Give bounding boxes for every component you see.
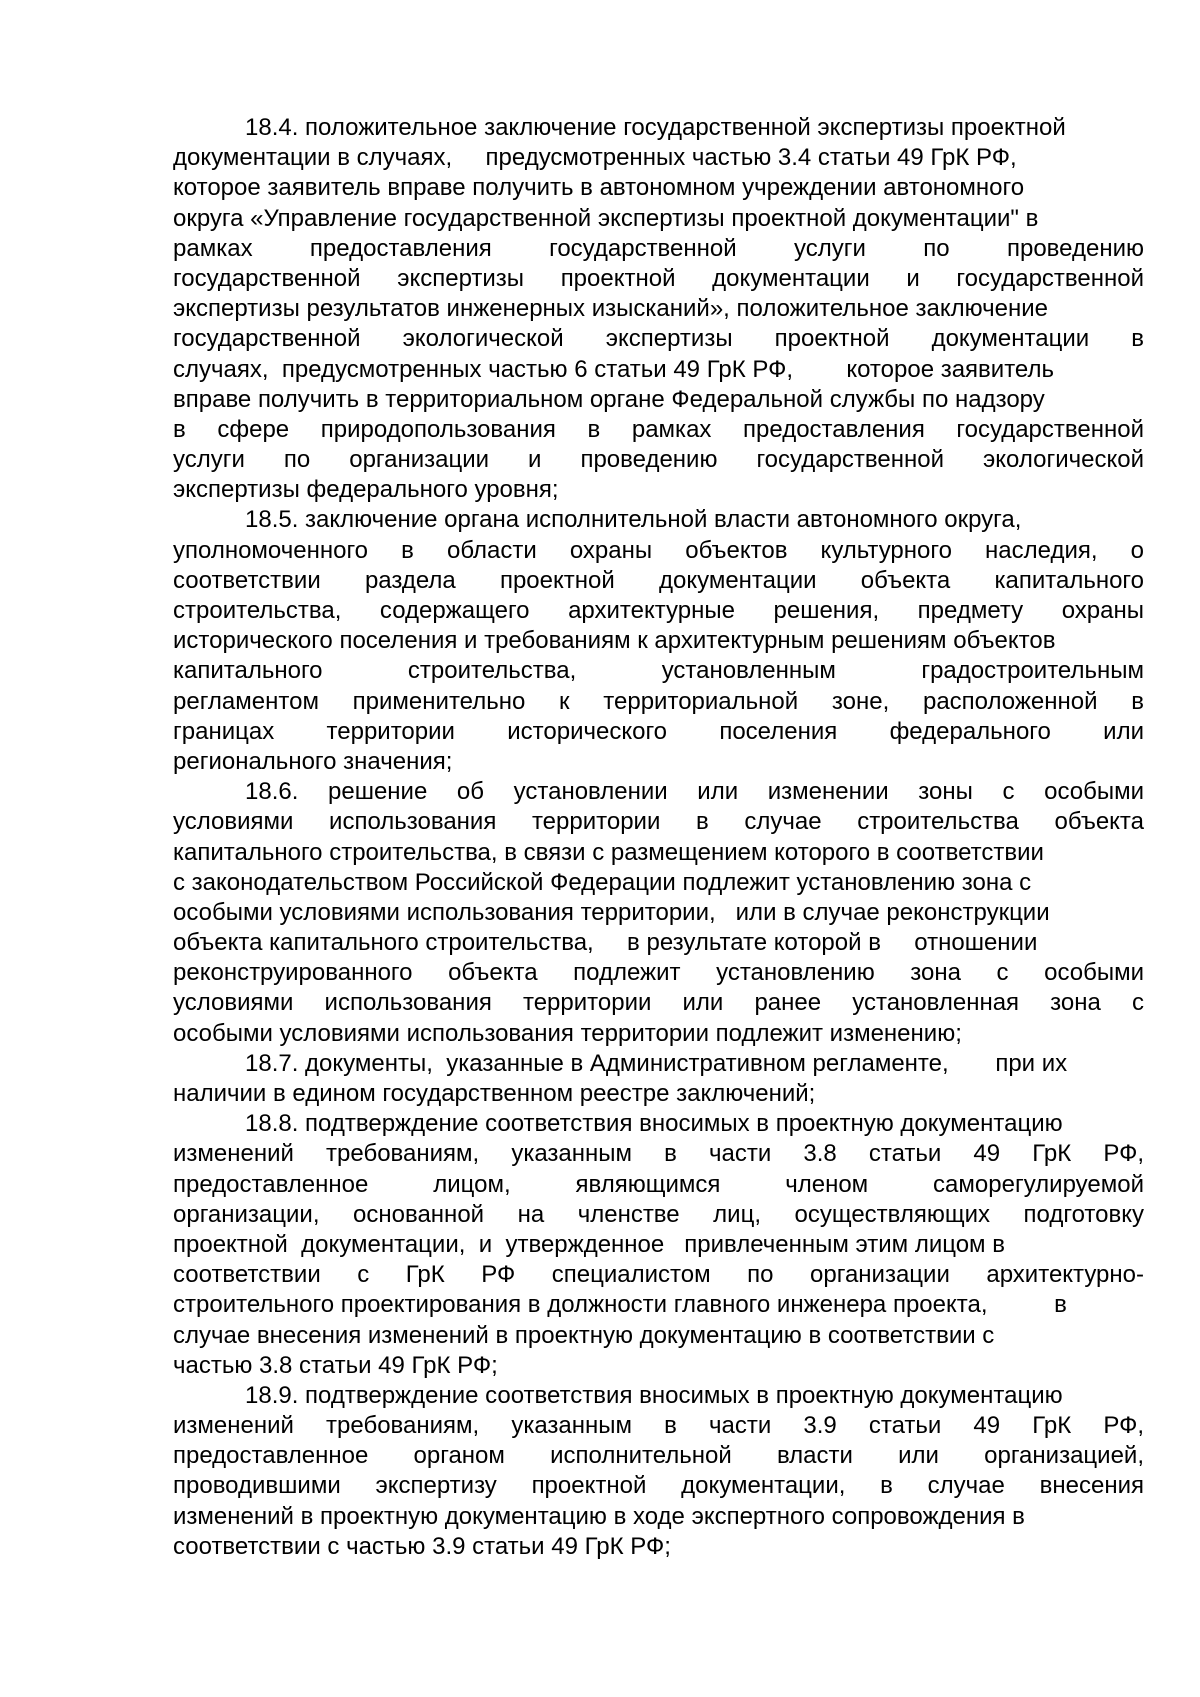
text-line: предоставленное лицом, являющимся членом саморегулируемой xyxy=(173,1170,1144,1198)
text-line: услуги по организации и проведению государственной экологической xyxy=(173,446,1144,474)
text-line: реконструированного объекта подлежит установлению зона с особыми xyxy=(173,959,1144,987)
text-line: 18.7. документы, указанные в Административном регламенте, при их xyxy=(245,1049,1068,1077)
text-line: исторического поселения и требованиям к архитектурным решениям объектов xyxy=(173,627,1056,655)
text-line: изменений в проектную документацию в ходе экспертного сопровождения в xyxy=(173,1502,1025,1530)
text-line: особыми условиями использования территории подлежит изменению; xyxy=(173,1019,962,1047)
text-line: 18.8. подтверждение соответствия вносимых в проектную документацию xyxy=(245,1110,1063,1138)
text-line: капитального строительства, установленным градостроительным xyxy=(173,657,1144,685)
text-line: 18.4. положительное заключение государственной экспертизы проектной xyxy=(245,114,1066,141)
text-line: государственной экологической экспертизы проектной документации в xyxy=(173,325,1144,353)
text-line: государственной экспертизы проектной документации и государственной xyxy=(173,264,1144,292)
text-line: соответствии раздела проектной документации объекта капитального xyxy=(173,566,1144,594)
text-line: 18.9. подтверждение соответствия вносимых в проектную документацию xyxy=(245,1381,1063,1409)
text-line: 18.5. заключение органа исполнительной власти автономного округа, xyxy=(245,506,1022,534)
text-line: с законодательством Российской Федерации подлежит установлению зона с xyxy=(173,868,1032,896)
text-line: соответствии с ГрК РФ специалистом по организации архитектурно- xyxy=(173,1261,1144,1289)
text-line: изменений требованиям, указанным в части 3.9 статьи 49 ГрК РФ, xyxy=(173,1412,1144,1440)
text-line: предоставленное органом исполнительной власти или организацией, xyxy=(173,1442,1144,1470)
text-line: регламентом применительно к территориальной зоне, расположенной в xyxy=(173,687,1144,715)
document-body xyxy=(173,113,1144,1562)
text-line: проводившими экспертизу проектной документации, в случае внесения xyxy=(173,1472,1144,1500)
text-line: особыми условиями использования территории, или в случае реконструкции xyxy=(173,898,1050,926)
text-line: регионального значения; xyxy=(173,747,453,775)
text-line: рамках предоставления государственной услуги по проведению xyxy=(173,234,1144,262)
text-line: в сфере природопользования в рамках предоставления государственной xyxy=(173,415,1144,443)
paragraph-18-8 xyxy=(173,1109,1144,1381)
text-line: вправе получить в территориальном органе Федеральной службы по надзору xyxy=(173,385,1045,413)
text-line: соответствии с частью 3.9 статьи 49 ГрК РФ; xyxy=(173,1532,671,1560)
text-line: экспертизы результатов инженерных изысканий», положительное заключение xyxy=(173,295,1048,323)
text-line: случае внесения изменений в проектную документацию в соответствии с xyxy=(173,1321,995,1349)
text-line: организации, основанной на членстве лиц, осуществляющих подготовку xyxy=(173,1200,1144,1228)
text-line: наличии в едином государственном реестре заключений; xyxy=(173,1080,816,1107)
text-line: условиями использования территории в случае строительства объекта xyxy=(173,808,1144,836)
text-line: строительного проектирования в должности главного инженера проекта, в xyxy=(173,1291,1067,1319)
text-line: которое заявитель вправе получить в автономном учреждении автономного xyxy=(173,174,1025,202)
text-line: условиями использования территории или ранее установленная зона с xyxy=(173,989,1144,1017)
paragraph-18-6 xyxy=(173,777,1144,1049)
text-line: объекта капитального строительства, в результате которой в отношении xyxy=(173,929,1038,957)
text-line: 18.6. решение об установлении или изменении зоны с особыми xyxy=(245,778,1144,806)
text-line: границах территории исторического поселения федерального или xyxy=(173,717,1144,745)
paragraph-18-7 xyxy=(173,1049,1144,1109)
text-line: проектной документации, и утвержденное привлеченным этим лицом в xyxy=(173,1230,1005,1258)
text-line: уполномоченного в области охраны объектов культурного наследия, о xyxy=(173,536,1144,564)
text-line: капитального строительства, в связи с размещением которого в соответствии xyxy=(173,838,1044,866)
text-line: случаях, предусмотренных частью 6 статьи 49 ГрК РФ, которое заявитель xyxy=(173,355,1054,383)
text-line: изменений требованиям, указанным в части 3.8 статьи 49 ГрК РФ, xyxy=(173,1140,1144,1168)
paragraph-18-9 xyxy=(173,1381,1144,1562)
text-line: частью 3.8 статьи 49 ГрК РФ; xyxy=(173,1351,498,1379)
paragraph-18-4 xyxy=(173,113,1144,505)
text-line: округа «Управление государственной экспертизы проектной документации" в xyxy=(173,204,1039,232)
text-line: экспертизы федерального уровня; xyxy=(173,476,559,504)
paragraph-18-5 xyxy=(173,505,1144,777)
text-line: документации в случаях, предусмотренных частью 3.4 статьи 49 ГрК РФ, xyxy=(173,144,1017,172)
text-line: строительства, содержащего архитектурные решения, предмету охраны xyxy=(173,597,1144,624)
